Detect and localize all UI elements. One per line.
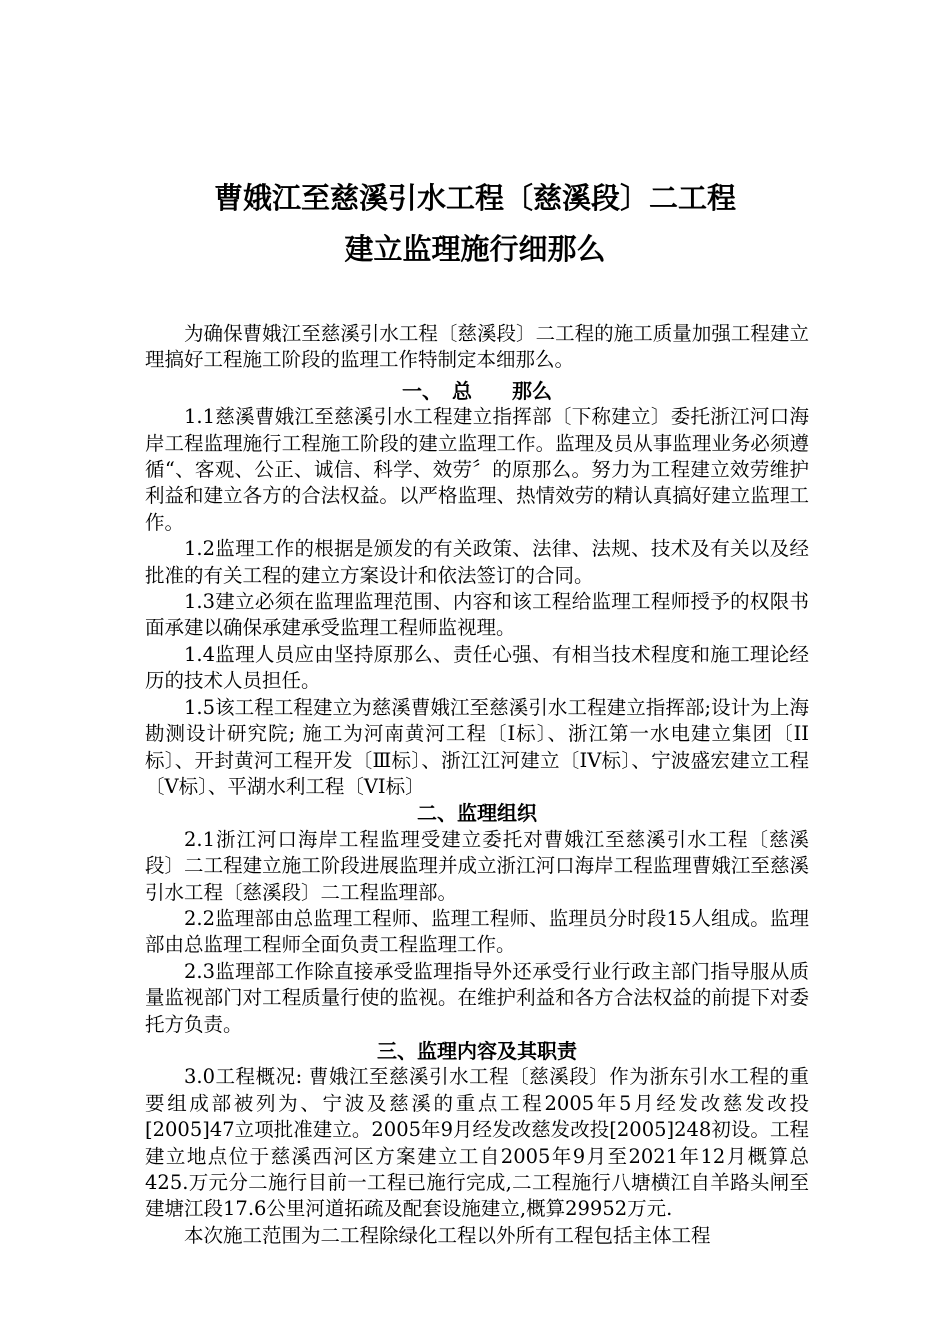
paragraph-3-0: 3.0工程概况: 曹娥江至慈溪引水工程〔慈溪段〕作为浙东引水工程的重要组成部被列为、宁波及慈溪的重点工程2005年5月经发改慈发改投[2005]47立项批准建立。2005年9月经发改慈发改投[2005]248初设。工程建立地点位于慈溪西河区方案建立工自2005年9月至2021年12月概算总425.万元分二施行目前一工程已施行完成,二工程施行八塘横江自羊路头闸至建塘江段17.6公里河道拓疏及配套设施建立,概算29952万元. — [145, 1065, 809, 1221]
paragraph-1-5: 1.5该工程工程建立为慈溪曹娥江至慈溪引水工程建立指挥部;设计为上海勘测设计研究院; 施工为河南黄河工程〔I标〕、浙江第一水电建立集团〔II标〕、开封黄河工程开发〔Ⅲ标〕、浙江江河建立〔IV标〕、宁波盛宏建立工程〔V标〕、平湖水利工程〔VI标〕 — [145, 695, 809, 798]
paragraph-3-scope: 本次施工范围为二工程除绿化工程以外所有工程包括主体工程 — [184, 1223, 711, 1247]
document-body — [145, 321, 809, 1249]
paragraph-1-1: 1.1慈溪曹娥江至慈溪引水工程建立指挥部〔下称建立〕委托浙江河口海岸工程监理施行工程施工阶段的建立监理工作。监理及员从事监理业务必须遵循“、客观、公正、诚信、科学、效劳〞的原那么。努力为工程建立效劳维护利益和建立各方的合法权益。以严格监理、热情效劳的精认真搞好建立监理工作。 — [145, 405, 809, 534]
paragraph-2-3: 2.3监理部工作除直接承受监理指导外还承受行业行政主部门指导服从质量监视部门对工程质量行使的监视。在维护利益和各方合法权益的前提下对委托方负责。 — [145, 959, 809, 1036]
section-heading-scope: 三、监理内容及其职责 — [377, 1038, 577, 1063]
paragraph-1-4: 1.4监理人员应由坚持原那么、责任心强、有相当技术程度和施工理论经历的技术人员担任。 — [145, 642, 809, 693]
paragraph-2-2: 2.2监理部由总监理工程师、监理工程师、监理员分时段15人组成。监理部由总监理工程师全面负责工程监理工作。 — [145, 906, 809, 957]
document-title-line-2: 建立监理施行细那么 — [344, 232, 606, 266]
paragraph-1-2: 1.2监理工作的根据是颁发的有关政策、法律、法规、技术及有关以及经批准的有关工程的建立方案设计和依法签订的合同。 — [145, 537, 809, 587]
paragraph-1-3: 1.3建立必须在监理监理范围、内容和该工程给监理工程师授予的权限书面承建以确保承建承受监理工程师监视理。 — [145, 590, 809, 640]
intro-paragraph: 为确保曹娥江至慈溪引水工程〔慈溪段〕二工程的施工质量加强工程建立理搞好工程施工阶段的监理工作特制定本细那么。 — [145, 322, 809, 372]
section-heading-general: 一、 总 那么 — [402, 378, 552, 403]
section-heading-organization: 二、监理组织 — [417, 801, 537, 826]
paragraph-2-1: 2.1浙江河口海岸工程监理受建立委托对曹娥江至慈溪引水工程〔慈溪段〕二工程建立施工阶段进展监理并成立浙江河口海岸工程监理曹娥江至慈溪引水工程〔慈溪段〕二工程监理部。 — [145, 827, 809, 904]
document-title-line-1: 曹娥江至慈溪引水工程〔慈溪段〕二工程 — [213, 181, 736, 215]
